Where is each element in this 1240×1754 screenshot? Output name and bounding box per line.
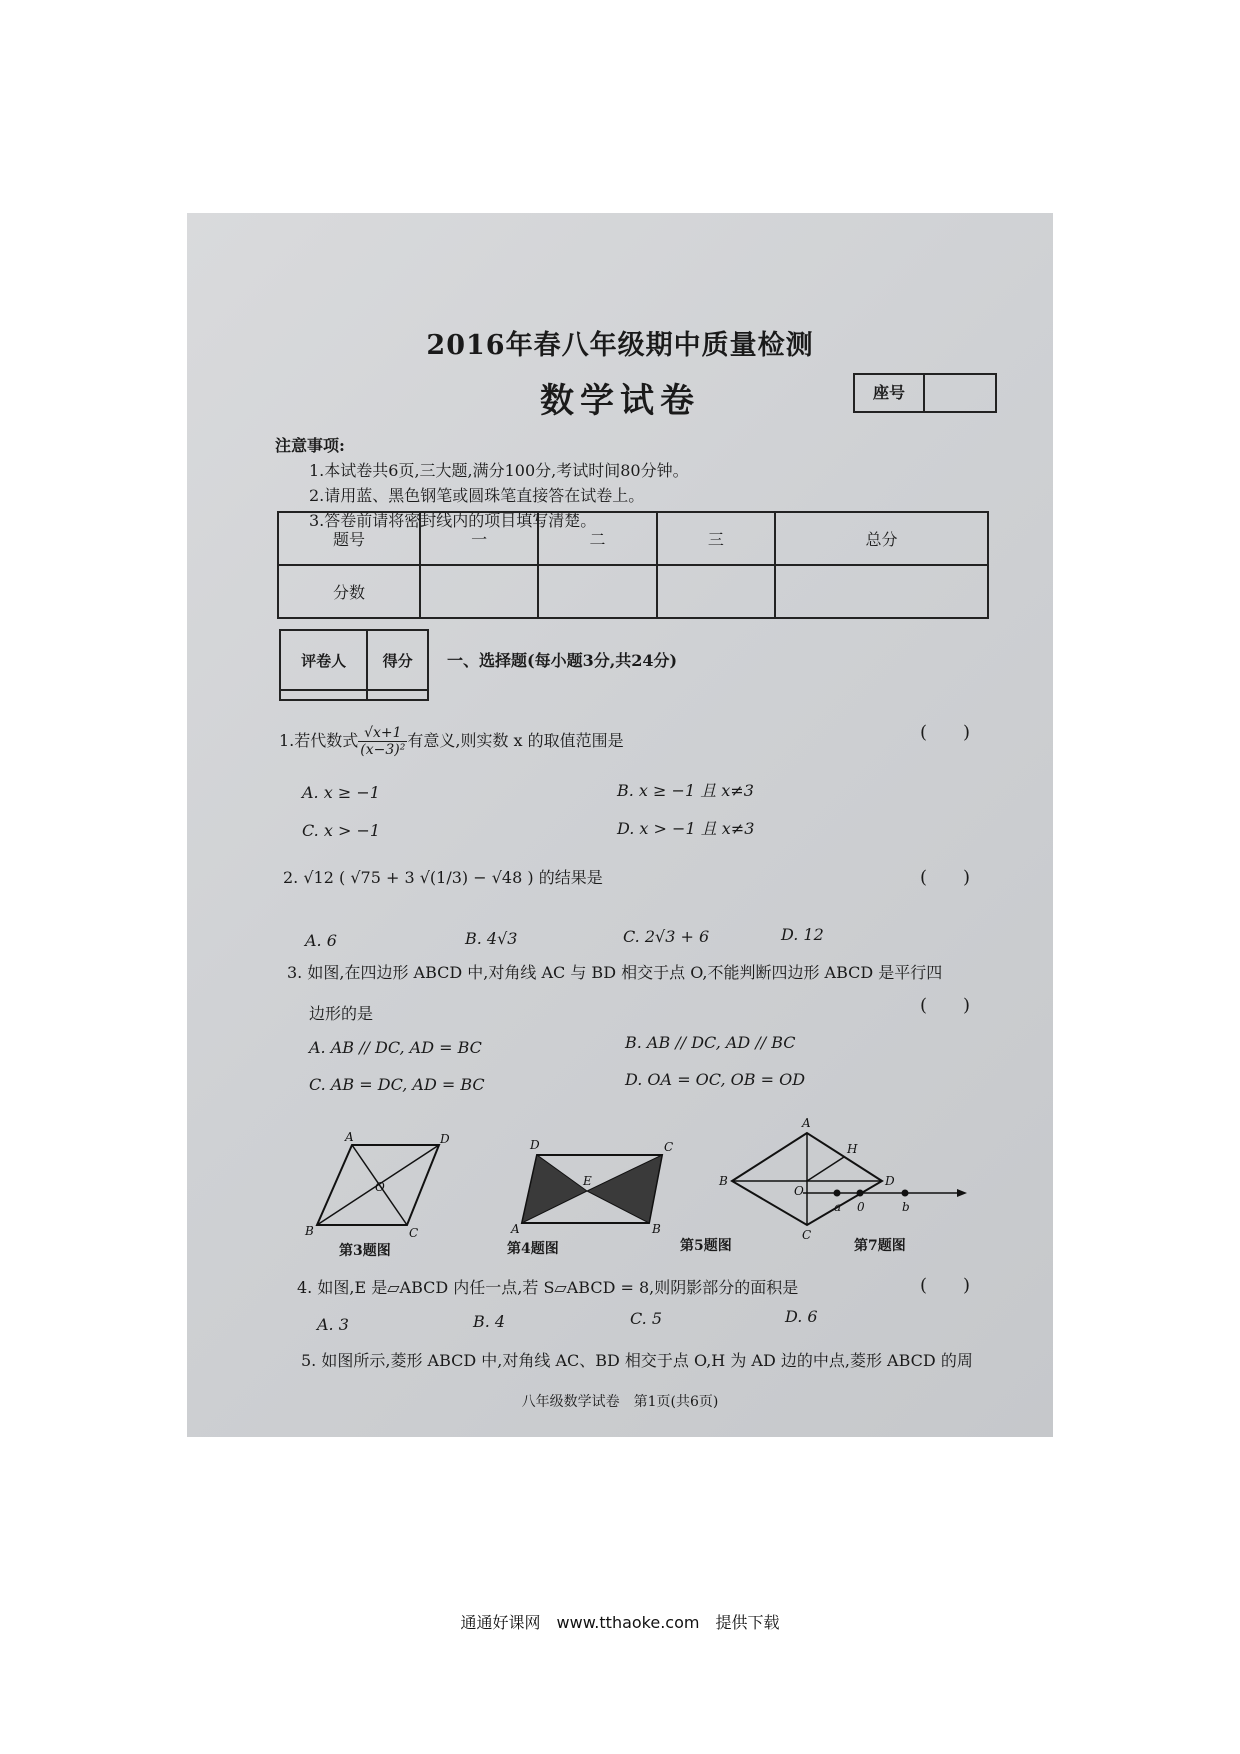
note-2: 2.请用蓝、黑色钢笔或圆珠笔直接答在试卷上。 <box>309 486 645 505</box>
q4-option-c: C. 5 <box>630 1309 663 1328</box>
exam-title: 2016年春八年级期中质量检测 <box>426 330 814 361</box>
exam-subtitle: 数学试卷 <box>540 381 700 421</box>
q4-option-a: A. 3 <box>317 1315 349 1334</box>
question-1 <box>279 725 624 758</box>
q1-denominator: (x−3)² <box>360 742 406 758</box>
q3-option-b: B. AB // DC, AD // BC <box>625 1033 796 1052</box>
section-1-title: 一、选择题(每小题3分,共24分) <box>447 651 678 670</box>
q1-prefix: 1.若代数式 <box>279 731 359 750</box>
note-1: 1.本试卷共6页,三大题,满分100分,考试时间80分钟。 <box>309 461 689 480</box>
fig7-label-b: b <box>902 1200 910 1214</box>
score-col-2: 二 <box>538 512 656 565</box>
score-cell-3 <box>657 565 775 618</box>
q4-answer-paren: ( ) <box>920 1275 971 1296</box>
fig4-label-d: D <box>530 1138 540 1152</box>
q2-option-b: B. 4√3 <box>465 929 518 948</box>
fig5-label-o: O <box>794 1184 804 1198</box>
figure-7-number-line <box>797 1173 972 1223</box>
q2-answer-paren: ( ) <box>920 867 971 888</box>
fig4-label-a: A <box>511 1222 520 1236</box>
q2-option-a: A. 6 <box>305 931 337 950</box>
fig3-caption: 第3题图 <box>339 1243 391 1259</box>
q1-numerator: √x+1 <box>358 725 407 742</box>
fig4-label-e: E <box>583 1174 592 1188</box>
q3-option-d: D. OA = OC, OB = OD <box>625 1070 806 1089</box>
fig4-caption: 第4题图 <box>507 1241 559 1257</box>
question-5: 5. 如图所示,菱形 ABCD 中,对角线 AC、BD 相交于点 O,H 为 AD 边的中点,菱形 ABCD 的周 <box>301 1351 973 1370</box>
scanned-exam-photo <box>187 213 1053 1437</box>
q1-option-a: A. x ≥ −1 <box>302 783 380 802</box>
q4-option-b: B. 4 <box>473 1312 506 1331</box>
fig3-label-d: D <box>440 1132 450 1146</box>
fig7-label-0: 0 <box>857 1200 865 1214</box>
fig3-label-b: B <box>305 1224 314 1238</box>
q1-option-c: C. x > −1 <box>302 821 381 840</box>
q4-option-d: D. 6 <box>785 1307 818 1326</box>
score-col-1: 一 <box>420 512 538 565</box>
score-table <box>277 511 989 619</box>
fig4-label-c: C <box>664 1140 674 1154</box>
seat-label: 座号 <box>855 375 925 411</box>
q2-option-c: C. 2√3 + 6 <box>623 927 710 946</box>
score-cell-2 <box>538 565 656 618</box>
q1-suffix: 有意义,则实数 x 的取值范围是 <box>407 731 624 750</box>
fig5-label-d: D <box>885 1174 895 1188</box>
fig3-label-c: C <box>409 1226 419 1240</box>
fig5-label-h: H <box>847 1142 858 1156</box>
note-3: 3.答卷前请将密封线内的项目填写清楚。 <box>309 511 597 530</box>
question-3-line-1: 3. 如图,在四边形 ABCD 中,对角线 AC 与 BD 相交于点 O,不能判断四边形 ABCD 是平行四 <box>287 963 943 982</box>
q3-answer-paren: ( ) <box>920 995 971 1016</box>
fig5-label-c: C <box>802 1228 812 1242</box>
points-header: 得分 <box>367 630 428 690</box>
score-cell-total <box>775 565 988 618</box>
fig5-label-b: B <box>719 1174 728 1188</box>
q1-fraction <box>358 725 407 758</box>
fig5-caption: 第5题图 <box>680 1238 732 1254</box>
score-cell-1 <box>420 565 538 618</box>
q1-option-b: B. x ≥ −1 且 x≠3 <box>617 781 754 800</box>
fig5-label-a: A <box>802 1116 811 1130</box>
q1-answer-paren: ( ) <box>920 722 971 743</box>
score-col-total: 总分 <box>775 512 988 565</box>
fig3-label-a: A <box>345 1130 354 1144</box>
exam-page-footer: 八年级数学试卷 第1页(共6页) <box>521 1394 719 1410</box>
grader-header: 评卷人 <box>280 630 367 690</box>
download-credit: 通通好课网 www.tthaoke.com 提供下载 <box>460 1613 780 1632</box>
fig4-label-b: B <box>652 1222 661 1236</box>
grader-cell <box>280 690 367 700</box>
question-4: 4. 如图,E 是▱ABCD 内任一点,若 S▱ABCD = 8,则阴影部分的面积是 <box>297 1278 799 1297</box>
question-2: 2. √12 ( √75 + 3 √(1/3) − √48 ) 的结果是 <box>283 868 603 887</box>
points-cell <box>367 690 428 700</box>
question-3-line-2: 边形的是 <box>309 1004 374 1023</box>
figure-3-parallelogram <box>304 1130 450 1240</box>
q2-option-d: D. 12 <box>781 925 824 944</box>
seat-number-box <box>853 373 997 413</box>
score-col-3: 三 <box>657 512 775 565</box>
notes-heading: 注意事项: <box>275 436 345 455</box>
fig7-label-a: a <box>834 1200 842 1214</box>
score-row-label: 分数 <box>278 565 420 618</box>
q3-option-a: A. AB // DC, AD = BC <box>309 1038 482 1057</box>
figure-4-shaded-parallelogram <box>510 1138 673 1236</box>
fig7-caption: 第7题图 <box>854 1238 906 1254</box>
q1-option-d: D. x > −1 且 x≠3 <box>617 819 755 838</box>
fig3-label-o: O <box>375 1180 385 1194</box>
score-header-cell: 题号 <box>278 512 420 565</box>
grader-table <box>279 629 429 701</box>
q3-option-c: C. AB = DC, AD = BC <box>309 1075 485 1094</box>
